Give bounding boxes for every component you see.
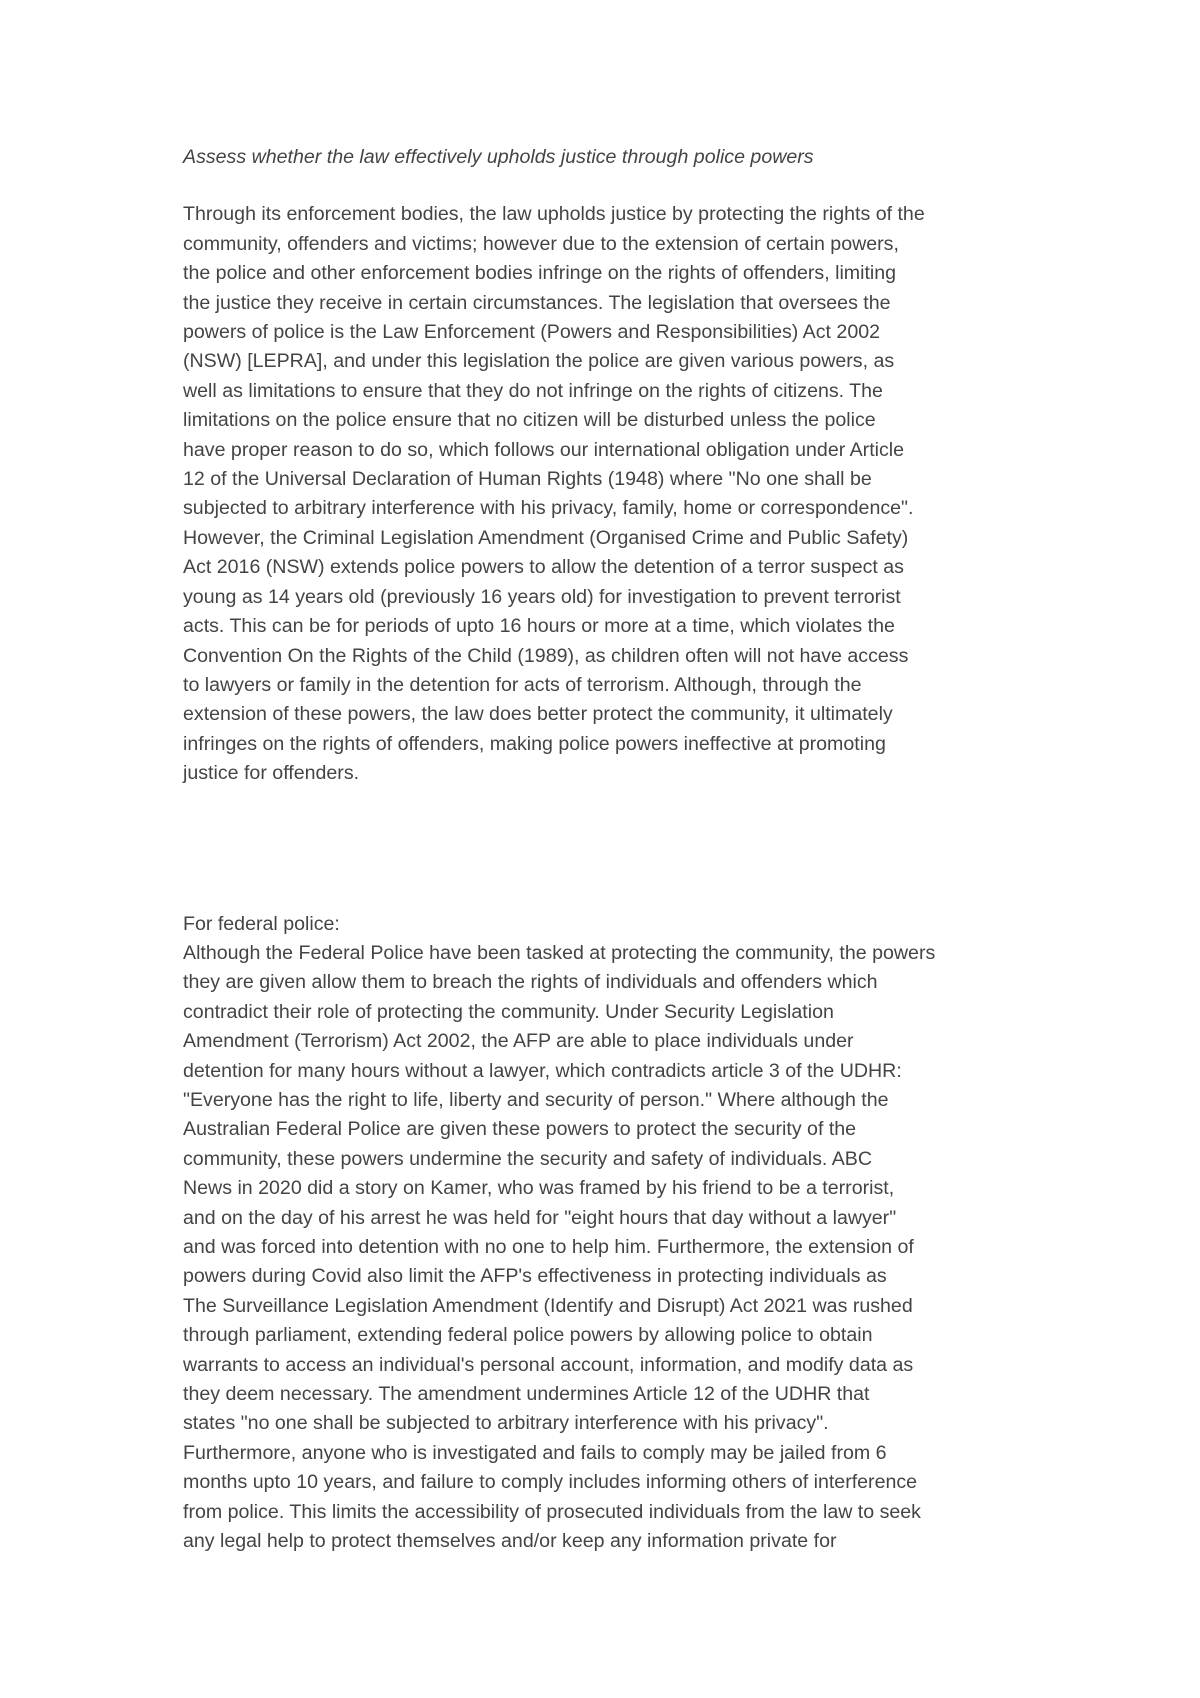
federal-police-subheading: For federal police: xyxy=(183,912,340,935)
paragraph-line: community, offenders and victims; however due to the extension of certain powers, xyxy=(183,232,899,255)
paragraph-line: "Everyone has the right to life, liberty and security of person." Where although the xyxy=(183,1088,889,1111)
paragraph-line: Furthermore, anyone who is investigated and fails to comply may be jailed from 6 xyxy=(183,1441,887,1464)
introduction-paragraph xyxy=(183,200,1063,788)
paragraph-line: limitations on the police ensure that no citizen will be disturbed unless the police xyxy=(183,409,876,432)
paragraph-line: and on the day of his arrest he was held for "eight hours that day without a lawyer" xyxy=(183,1206,897,1229)
paragraph-line: they deem necessary. The amendment undermines Article 12 of the UDHR that xyxy=(183,1383,870,1406)
document-body xyxy=(183,143,1063,1556)
paragraph-line: contradict their role of protecting the community. Under Security Legislation xyxy=(183,1000,834,1023)
paragraph-line: warrants to access an individual's personal account, information, and modify data as xyxy=(183,1353,914,1376)
paragraph-line: Although the Federal Police have been tasked at protecting the community, the powers xyxy=(183,941,936,964)
paragraph-line: community, these powers undermine the security and safety of individuals. ABC xyxy=(183,1147,873,1170)
paragraph-line: powers during Covid also limit the AFP's effectiveness in protecting individuals as xyxy=(183,1265,887,1288)
paragraph-line: detention for many hours without a lawyer, which contradicts article 3 of the UDHR: xyxy=(183,1059,902,1082)
essay-question-title: Assess whether the law effectively upholds justice through police powers xyxy=(183,146,814,168)
federal-police-paragraph xyxy=(183,939,1063,1557)
paragraph-line: Through its enforcement bodies, the law upholds justice by protecting the rights of the xyxy=(183,203,925,226)
paragraph-line: any legal help to protect themselves and/or keep any information private for xyxy=(183,1530,837,1553)
paragraph-line: subjected to arbitrary interference with his privacy, family, home or correspondence". xyxy=(183,497,914,520)
paragraph-line: Australian Federal Police are given these powers to protect the security of the xyxy=(183,1118,857,1141)
paragraph-line: infringes on the rights of offenders, making police powers ineffective at promoting xyxy=(183,732,886,755)
paragraph-line: extension of these powers, the law does better protect the community, it ultimately xyxy=(183,703,893,726)
paragraph-line: through parliament, extending federal police powers by allowing police to obtain xyxy=(183,1324,873,1347)
paragraph-line: News in 2020 did a story on Kamer, who was framed by his friend to be a terrorist, xyxy=(183,1177,895,1200)
paragraph-line: Convention On the Rights of the Child (1989), as children often will not have access xyxy=(183,644,909,667)
paragraph-line: young as 14 years old (previously 16 years old) for investigation to prevent terrorist xyxy=(183,585,901,608)
paragraph-line: the justice they receive in certain circumstances. The legislation that oversees the xyxy=(183,291,891,314)
paragraph-line: justice for offenders. xyxy=(183,762,360,785)
paragraph-line: powers of police is the Law Enforcement (Powers and Responsibilities) Act 2002 xyxy=(183,321,881,344)
paragraph-line: months upto 10 years, and failure to comply includes informing others of interference xyxy=(183,1471,918,1494)
paragraph-line: from police. This limits the accessibility of prosecuted individuals from the law to seek xyxy=(183,1500,921,1523)
paragraph-line: they are given allow them to breach the rights of individuals and offenders which xyxy=(183,971,878,994)
paragraph-line: and was forced into detention with no one to help him. Furthermore, the extension of xyxy=(183,1236,914,1258)
paragraph-line: The Surveillance Legislation Amendment (Identify and Disrupt) Act 2021 was rushed xyxy=(183,1294,913,1317)
paragraph-line: acts. This can be for periods of upto 16 hours or more at a time, which violates the xyxy=(183,615,895,638)
paragraph-line: have proper reason to do so, which follows our international obligation under Article xyxy=(183,438,905,461)
paragraph-line: well as limitations to ensure that they do not infringe on the rights of citizens. The xyxy=(183,379,883,402)
paragraph-line: Act 2016 (NSW) extends police powers to allow the detention of a terror suspect as xyxy=(183,556,904,579)
paragraph-line: However, the Criminal Legislation Amendment (Organised Crime and Public Safety) xyxy=(183,526,909,549)
paragraph-line: (NSW) [LEPRA], and under this legislation the police are given various powers, as xyxy=(183,350,895,373)
paragraph-line: Amendment (Terrorism) Act 2002, the AFP are able to place individuals under xyxy=(183,1030,854,1053)
blank-space xyxy=(183,789,1063,910)
paragraph-line: 12 of the Universal Declaration of Human Rights (1948) where "No one shall be xyxy=(183,468,872,491)
paragraph-line: the police and other enforcement bodies infringe on the rights of offenders, limiting xyxy=(183,262,897,285)
paragraph-line: to lawyers or family in the detention for acts of terrorism. Although, through the xyxy=(183,673,862,696)
paragraph-line: states "no one shall be subjected to arbitrary interference with his privacy". xyxy=(183,1412,829,1435)
